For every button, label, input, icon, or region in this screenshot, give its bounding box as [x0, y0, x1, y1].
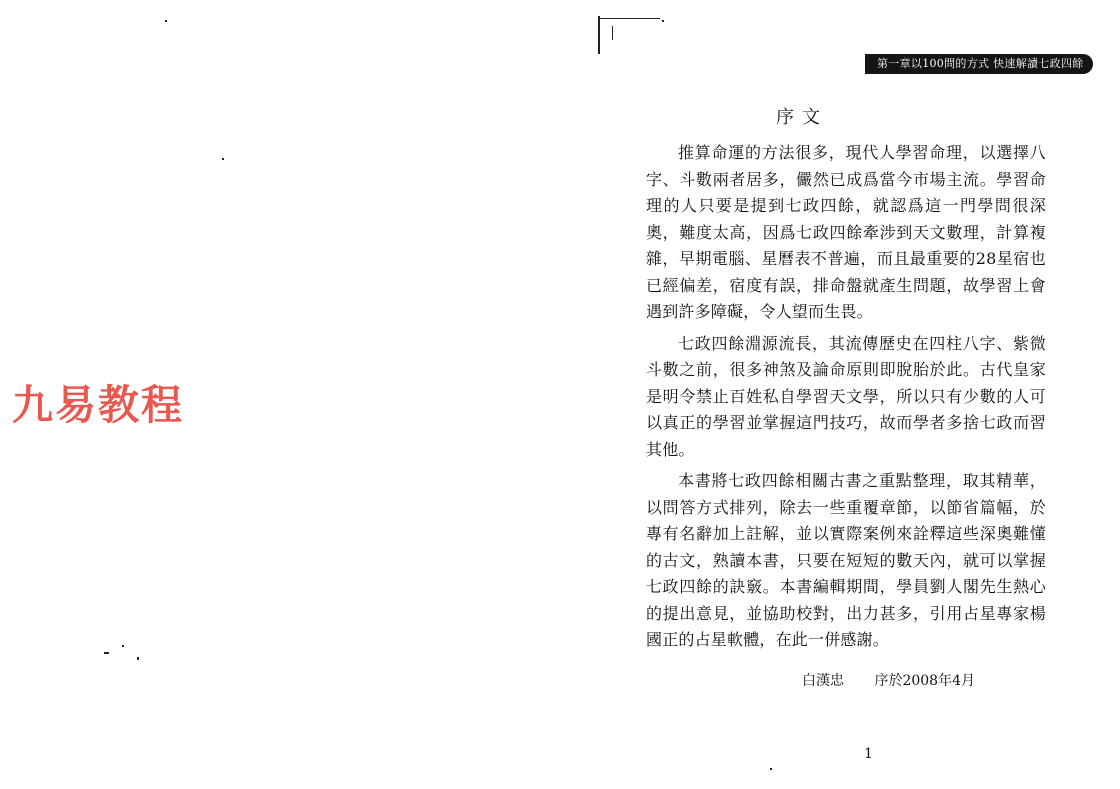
preface-title: 序文	[776, 107, 828, 128]
signature-author: 白漢忠	[802, 673, 844, 689]
scan-speck	[222, 158, 224, 160]
scan-speck	[122, 645, 124, 647]
signature-date: 序於2008年4月	[874, 673, 975, 689]
right-page	[560, 0, 1120, 789]
scan-edge-mark	[612, 26, 613, 40]
scan-speck	[165, 20, 167, 22]
signature-line	[802, 670, 975, 690]
scan-speck	[770, 768, 772, 770]
scan-edge-mark	[600, 18, 660, 19]
preface-paragraph: 本書將七政四餘相關古書之重點整理，取其精華，以問答方式排列，除去一些重覆章節，以節省篇幅，於專有名辭加上註解，並以實際案例來詮釋這些深奧難懂的古文，熟讀本書，只要在短短的數天內，就可以掌握七政四餘的訣竅。本書編輯期間，學員劉人閣先生熱心的提出意見，並協助校對，出力甚多，引用占星專家楊國正的占星軟體，在此一併感謝。	[646, 471, 1046, 649]
preface-paragraph: 七政四餘淵源流長，其流傳歷史在四柱八字、紫微斗數之前，很多神煞及論命原則即脫胎於此。古代皇家是明令禁止百姓私自學習天文學，所以只有少數的人可以真正的學習並掌握這門技巧，故而學者多捨七政而習其他。	[646, 333, 1046, 459]
running-header: 第一章以100問的方式 快速解讀七政四餘	[865, 54, 1093, 74]
preface-paragraph: 推算命運的方法很多，現代人學習命理，以選擇八字、斗數兩者居多，儼然已成爲當今市場主流。學習命理的人只要是提到七政四餘，就認爲這一門學問很深奧，難度太高，因爲七政四餘牽涉到天文數理，計算複雜，早期電腦、星曆表不普遍，而且最重要的28星宿也已經偏差，宿度有誤，排命盤就產生問題，故學習上會遇到許多障礙，令人望而生畏。	[646, 143, 1046, 321]
page-number: 1	[864, 746, 873, 762]
watermark: 九易教程	[12, 381, 184, 429]
scan-speck	[137, 657, 139, 660]
scan-edge-mark	[662, 20, 664, 22]
preface-body	[646, 140, 1046, 659]
scan-speck	[104, 652, 109, 654]
scan-edge-mark	[598, 16, 600, 54]
